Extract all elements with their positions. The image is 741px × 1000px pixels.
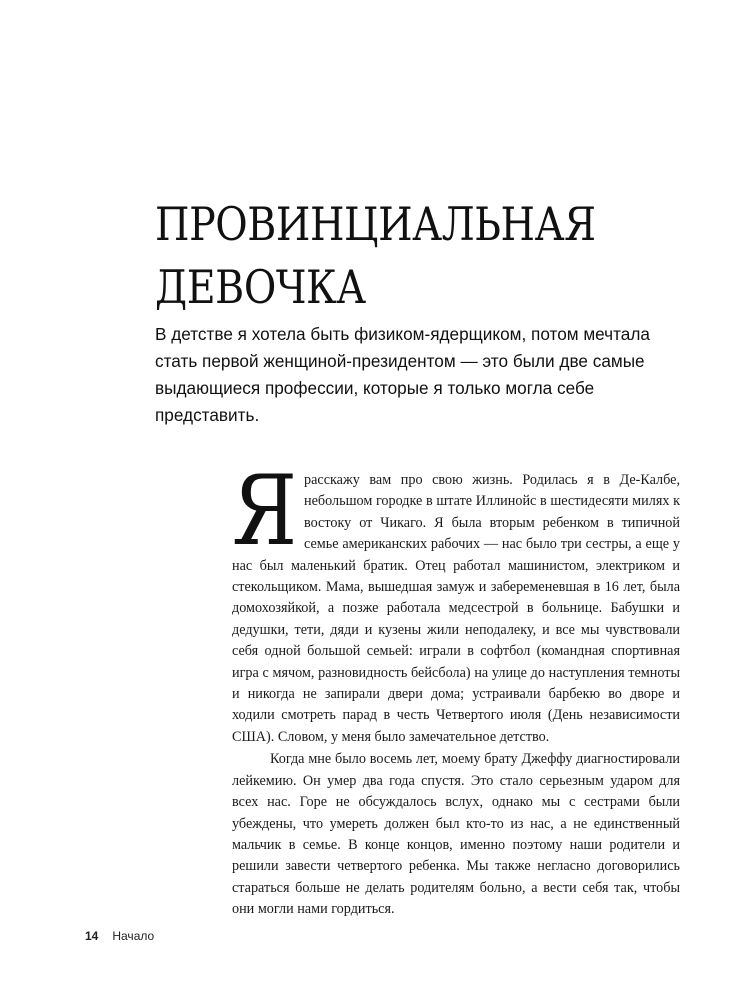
body-paragraph-1 xyxy=(232,455,680,748)
drop-cap: Я xyxy=(232,455,298,567)
lead-paragraph: В детстве я хотела быть физиком-ядерщиком, потом мечтала стать первой женщиной-президентом — это были две самые выдающиеся профессии, которые я только могла себе представить. xyxy=(155,324,650,425)
chapter-title xyxy=(155,193,637,319)
body-paragraph-1-text: расскажу вам про свою жизнь. Родилась я в Де-Калбе, небольшом городке в штате Иллинойс в шестидесяти милях к востоку от Чикаго. Я была вторым ребенком в типичной семье американских рабочих — нас было три сестры, а еще у нас был маленький братик. Отец работал машинистом, электриком и стекольщиком. Мама, вышедшая замуж и забеременевшая в 16 лет, была домохозяйкой, а позже работала медсестрой в больнице. Бабушки и дедушки, тети, дяди и кузены жили неподалеку, и все мы чувствовали себя одной большой семьей: играли в софтбол (командная спортивная игра с мячом, разновидность бейсбола) на улице до наступления темноты и никогда не запирали двери дома; устраивали барбекю во дворе и ходили смотреть парад в честь Четвертого июля (День независимости США). Словом, у меня было замечательное детство. xyxy=(232,472,680,745)
page-number: 14 xyxy=(85,929,99,943)
chapter-title-line-1: ПРОВИНЦИАЛЬНАЯ xyxy=(155,197,596,251)
body-text xyxy=(232,455,680,921)
running-section-title: Начало xyxy=(112,929,155,943)
chapter-title-line-2: ДЕВОЧКА xyxy=(155,260,366,314)
body-paragraph-2: Когда мне было восемь лет, моему брату Джеффу диагностировали лейкемию. Он умер два года спустя. Это стало серьезным ударом для всех нас. Горе не обсуждалось вслух, однако мы с сестрами были убеждены, что умереть должен был кто-то из нас, а не единственный мальчик в семье. В конце концов, именно поэтому наши родители и решили завести четвертого ребенка. Мы также негласно договорились стараться больше не делать родителям больно, а вести себя так, чтобы они могли нами гордиться. xyxy=(232,751,680,918)
page-footer xyxy=(85,929,154,943)
